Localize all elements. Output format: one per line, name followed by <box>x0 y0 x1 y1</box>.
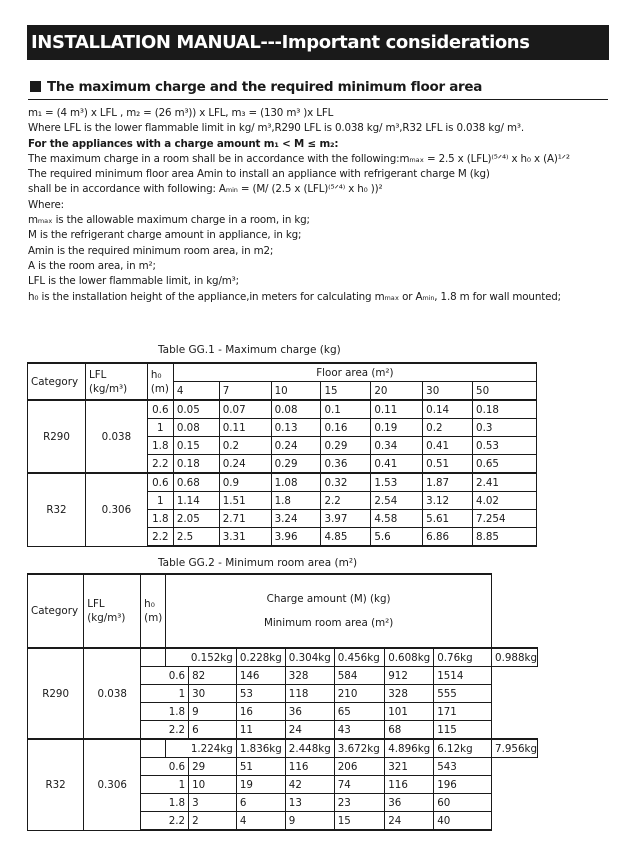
h0-cell: 1 <box>147 492 173 510</box>
blank-cell <box>141 739 166 758</box>
value-cell: 1.87 <box>423 473 473 492</box>
value-cell: 3 <box>189 794 237 812</box>
body-line: A is the room area, in m²; <box>28 259 156 272</box>
value-cell: 2.2 <box>321 492 371 510</box>
value-cell: 4.85 <box>321 528 371 547</box>
value-cell: 0.32 <box>321 473 371 492</box>
value-cell: 5.61 <box>423 510 473 528</box>
value-cell: 1.51 <box>219 492 271 510</box>
value-cell: 43 <box>334 721 384 740</box>
h0-cell: 2.2 <box>147 528 173 547</box>
header-lfl: LFL (kg/m³) <box>84 574 141 648</box>
lfl-cell: 0.306 <box>84 739 141 830</box>
value-cell: 29 <box>189 758 237 776</box>
category-cell: R290 <box>28 400 86 473</box>
value-cell: 36 <box>385 794 434 812</box>
section-heading <box>28 79 608 100</box>
value-cell: 6.86 <box>423 528 473 547</box>
value-cell: 6 <box>189 721 237 740</box>
value-cell: 36 <box>285 703 334 721</box>
value-cell: 118 <box>285 685 334 703</box>
value-cell: 206 <box>334 758 384 776</box>
value-cell: 24 <box>285 721 334 740</box>
charge-cell: 0.304kg <box>285 648 334 667</box>
max-charge-table <box>27 362 537 547</box>
body-line: h₀ is the installation height of the appliance,in meters for calculating mₘₐₓ or Aₘᵢₙ, 1.8 m for wall mounted; <box>28 290 561 303</box>
value-cell: 4 <box>236 812 285 831</box>
h0-cell: 2.2 <box>141 812 189 831</box>
charge-cell: 4.896kg <box>385 739 434 758</box>
value-cell: 210 <box>334 685 384 703</box>
value-cell: 11 <box>236 721 285 740</box>
table1-caption: Table GG.1 - Maximum charge (kg) <box>158 344 341 356</box>
h0-cell: 1.8 <box>147 510 173 528</box>
value-cell: 0.05 <box>173 400 219 419</box>
h0-cell: 1.8 <box>147 437 173 455</box>
charge-cell: 2.448kg <box>285 739 334 758</box>
value-cell: 0.24 <box>219 455 271 474</box>
value-cell: 0.18 <box>173 455 219 474</box>
square-bullet-icon <box>30 81 41 92</box>
charge-row <box>28 739 538 758</box>
value-cell: 42 <box>285 776 334 794</box>
value-cell: 555 <box>434 685 492 703</box>
value-cell: 13 <box>285 794 334 812</box>
body-text <box>28 106 618 305</box>
value-cell: 0.18 <box>473 400 537 419</box>
value-cell: 9 <box>189 703 237 721</box>
value-cell: 0.68 <box>173 473 219 492</box>
header-lfl: LFL (kg/m³) <box>85 363 147 400</box>
value-cell: 74 <box>334 776 384 794</box>
body-line: For the appliances with a charge amount m₁ < M ≤ m₂: <box>28 137 339 150</box>
value-cell: 7.254 <box>473 510 537 528</box>
value-cell: 24 <box>385 812 434 831</box>
value-cell: 0.14 <box>423 400 473 419</box>
value-cell: 328 <box>285 667 334 685</box>
header-area-cell: 4 <box>173 382 219 401</box>
value-cell: 146 <box>236 667 285 685</box>
table-row <box>28 473 537 492</box>
header-area-cell: 7 <box>219 382 271 401</box>
min-room-area-table <box>27 573 538 831</box>
value-cell: 1.8 <box>271 492 321 510</box>
value-cell: 196 <box>434 776 492 794</box>
value-cell: 3.97 <box>321 510 371 528</box>
value-cell: 2.41 <box>473 473 537 492</box>
charge-cell: 0.456kg <box>334 648 384 667</box>
charge-cell: 1.836kg <box>236 739 285 758</box>
value-cell: 9 <box>285 812 334 831</box>
h0-cell: 0.6 <box>147 400 173 419</box>
value-cell: 0.2 <box>219 437 271 455</box>
page-banner: INSTALLATION MANUAL---Important considerations <box>27 25 609 60</box>
charge-cell: 1.224kg <box>166 739 237 758</box>
charge-cell: 0.988kg <box>492 648 538 667</box>
value-cell: 60 <box>434 794 492 812</box>
value-cell: 16 <box>236 703 285 721</box>
header-category: Category <box>28 574 84 648</box>
header-area-cell: 10 <box>271 382 321 401</box>
table2-caption: Table GG.2 - Minimum room area (m²) <box>158 557 358 569</box>
category-cell: R32 <box>28 739 84 830</box>
blank-cell <box>141 648 166 667</box>
value-cell: 2.5 <box>173 528 219 547</box>
value-cell: 0.29 <box>321 437 371 455</box>
body-line: mₘₐₓ is the allowable maximum charge in a room, in kg; <box>28 214 310 227</box>
header-area-cell: 15 <box>321 382 371 401</box>
header-floor-area: Floor area (m²) <box>173 363 536 382</box>
body-line: M is the refrigerant charge amount in appliance, in kg; <box>28 229 302 242</box>
h0-cell: 1.8 <box>141 794 189 812</box>
charge-cell: 0.152kg <box>166 648 237 667</box>
body-line: The maximum charge in a room shall be in accordance with the following:mₘₐₓ = 2.5 x (LFL)⁽⁵ᐟ⁴⁾ x h₀ x (A)¹ᐟ² <box>28 152 570 165</box>
value-cell: 0.13 <box>271 419 321 437</box>
charge-cell: 6.12kg <box>434 739 492 758</box>
value-cell: 5.6 <box>371 528 423 547</box>
value-cell: 0.16 <box>321 419 371 437</box>
value-cell: 8.85 <box>473 528 537 547</box>
value-cell: 3.31 <box>219 528 271 547</box>
charge-cell: 0.608kg <box>385 648 434 667</box>
value-cell: 0.41 <box>371 455 423 474</box>
value-cell: 0.15 <box>173 437 219 455</box>
charge-cell: 0.76kg <box>434 648 492 667</box>
value-cell: 40 <box>434 812 492 831</box>
value-cell: 2.05 <box>173 510 219 528</box>
h0-cell: 1 <box>147 419 173 437</box>
value-cell: 543 <box>434 758 492 776</box>
h0-cell: 0.6 <box>141 667 189 685</box>
value-cell: 2.71 <box>219 510 271 528</box>
value-cell: 0.07 <box>219 400 271 419</box>
value-cell: 0.29 <box>271 455 321 474</box>
value-cell: 51 <box>236 758 285 776</box>
h0-cell: 1 <box>141 685 189 703</box>
lfl-cell: 0.038 <box>84 648 141 739</box>
lfl-cell: 0.306 <box>85 473 147 546</box>
header-h0: h₀ (m) <box>141 574 166 648</box>
value-cell: 1514 <box>434 667 492 685</box>
h0-cell: 0.6 <box>147 473 173 492</box>
body-line: The required minimum floor area Amin to install an appliance with refrigerant charge M (kg) <box>28 168 490 181</box>
value-cell: 23 <box>334 794 384 812</box>
header-charge-amount: Charge amount (M) (kg) <box>266 593 391 605</box>
value-cell: 4.02 <box>473 492 537 510</box>
value-cell: 0.08 <box>173 419 219 437</box>
value-cell: 0.36 <box>321 455 371 474</box>
value-cell: 116 <box>385 776 434 794</box>
value-cell: 0.19 <box>371 419 423 437</box>
value-cell: 0.24 <box>271 437 321 455</box>
body-line: Where LFL is the lower flammable limit in kg/ m³,R290 LFL is 0.038 kg/ m³,R32 LFL is 0.038 kg/ m³. <box>28 122 524 135</box>
value-cell: 912 <box>385 667 434 685</box>
value-cell: 30 <box>189 685 237 703</box>
value-cell: 0.9 <box>219 473 271 492</box>
table-row <box>28 400 537 419</box>
header-h0: h₀ (m) <box>147 363 173 400</box>
category-cell: R290 <box>28 648 84 739</box>
h0-cell: 1 <box>141 776 189 794</box>
value-cell: 2 <box>189 812 237 831</box>
body-line: Amin is the required minimum room area, in m2; <box>28 244 274 257</box>
value-cell: 0.11 <box>219 419 271 437</box>
value-cell: 3.12 <box>423 492 473 510</box>
section-title: The maximum charge and the required minimum floor area <box>47 79 483 95</box>
header-area-cell: 20 <box>371 382 423 401</box>
value-cell: 0.2 <box>423 419 473 437</box>
value-cell: 68 <box>385 721 434 740</box>
value-cell: 65 <box>334 703 384 721</box>
body-line: Where: <box>28 198 64 211</box>
header-area-cell: 50 <box>473 382 537 401</box>
value-cell: 584 <box>334 667 384 685</box>
value-cell: 0.51 <box>423 455 473 474</box>
value-cell: 15 <box>334 812 384 831</box>
h0-cell: 2.2 <box>141 721 189 740</box>
value-cell: 82 <box>189 667 237 685</box>
header-area-cell: 30 <box>423 382 473 401</box>
body-line: LFL is the lower flammable limit, in kg/m³; <box>28 275 239 288</box>
charge-cell: 3.672kg <box>334 739 384 758</box>
value-cell: 53 <box>236 685 285 703</box>
value-cell: 10 <box>189 776 237 794</box>
value-cell: 116 <box>285 758 334 776</box>
h0-cell: 0.6 <box>141 758 189 776</box>
value-cell: 0.11 <box>371 400 423 419</box>
value-cell: 0.1 <box>321 400 371 419</box>
value-cell: 2.54 <box>371 492 423 510</box>
h0-cell: 2.2 <box>147 455 173 474</box>
value-cell: 115 <box>434 721 492 740</box>
value-cell: 0.08 <box>271 400 321 419</box>
value-cell: 1.53 <box>371 473 423 492</box>
value-cell: 0.65 <box>473 455 537 474</box>
value-cell: 101 <box>385 703 434 721</box>
h0-cell: 1.8 <box>141 703 189 721</box>
value-cell: 0.41 <box>423 437 473 455</box>
value-cell: 4.58 <box>371 510 423 528</box>
charge-row <box>28 648 538 667</box>
value-cell: 171 <box>434 703 492 721</box>
header-min-room-area: Minimum room area (m²) <box>263 617 394 629</box>
body-line: shall be in accordance with following: Aₘᵢₙ = (M/ (2.5 x (LFL)⁽⁵ᐟ⁴⁾ x h₀ ))² <box>28 183 383 196</box>
value-cell: 19 <box>236 776 285 794</box>
value-cell: 0.3 <box>473 419 537 437</box>
value-cell: 328 <box>385 685 434 703</box>
header-charge-block <box>166 574 492 648</box>
value-cell: 6 <box>236 794 285 812</box>
body-line: m₁ = (4 m³) x LFL , m₂ = (26 m³)) x LFL, m₃ = (130 m³ )x LFL <box>28 107 334 119</box>
category-cell: R32 <box>28 473 86 546</box>
value-cell: 1.08 <box>271 473 321 492</box>
value-cell: 3.96 <box>271 528 321 547</box>
value-cell: 0.53 <box>473 437 537 455</box>
value-cell: 3.24 <box>271 510 321 528</box>
value-cell: 1.14 <box>173 492 219 510</box>
charge-cell: 0.228kg <box>236 648 285 667</box>
value-cell: 321 <box>385 758 434 776</box>
value-cell: 0.34 <box>371 437 423 455</box>
header-category: Category <box>28 363 86 400</box>
lfl-cell: 0.038 <box>85 400 147 473</box>
charge-cell: 7.956kg <box>492 739 538 758</box>
